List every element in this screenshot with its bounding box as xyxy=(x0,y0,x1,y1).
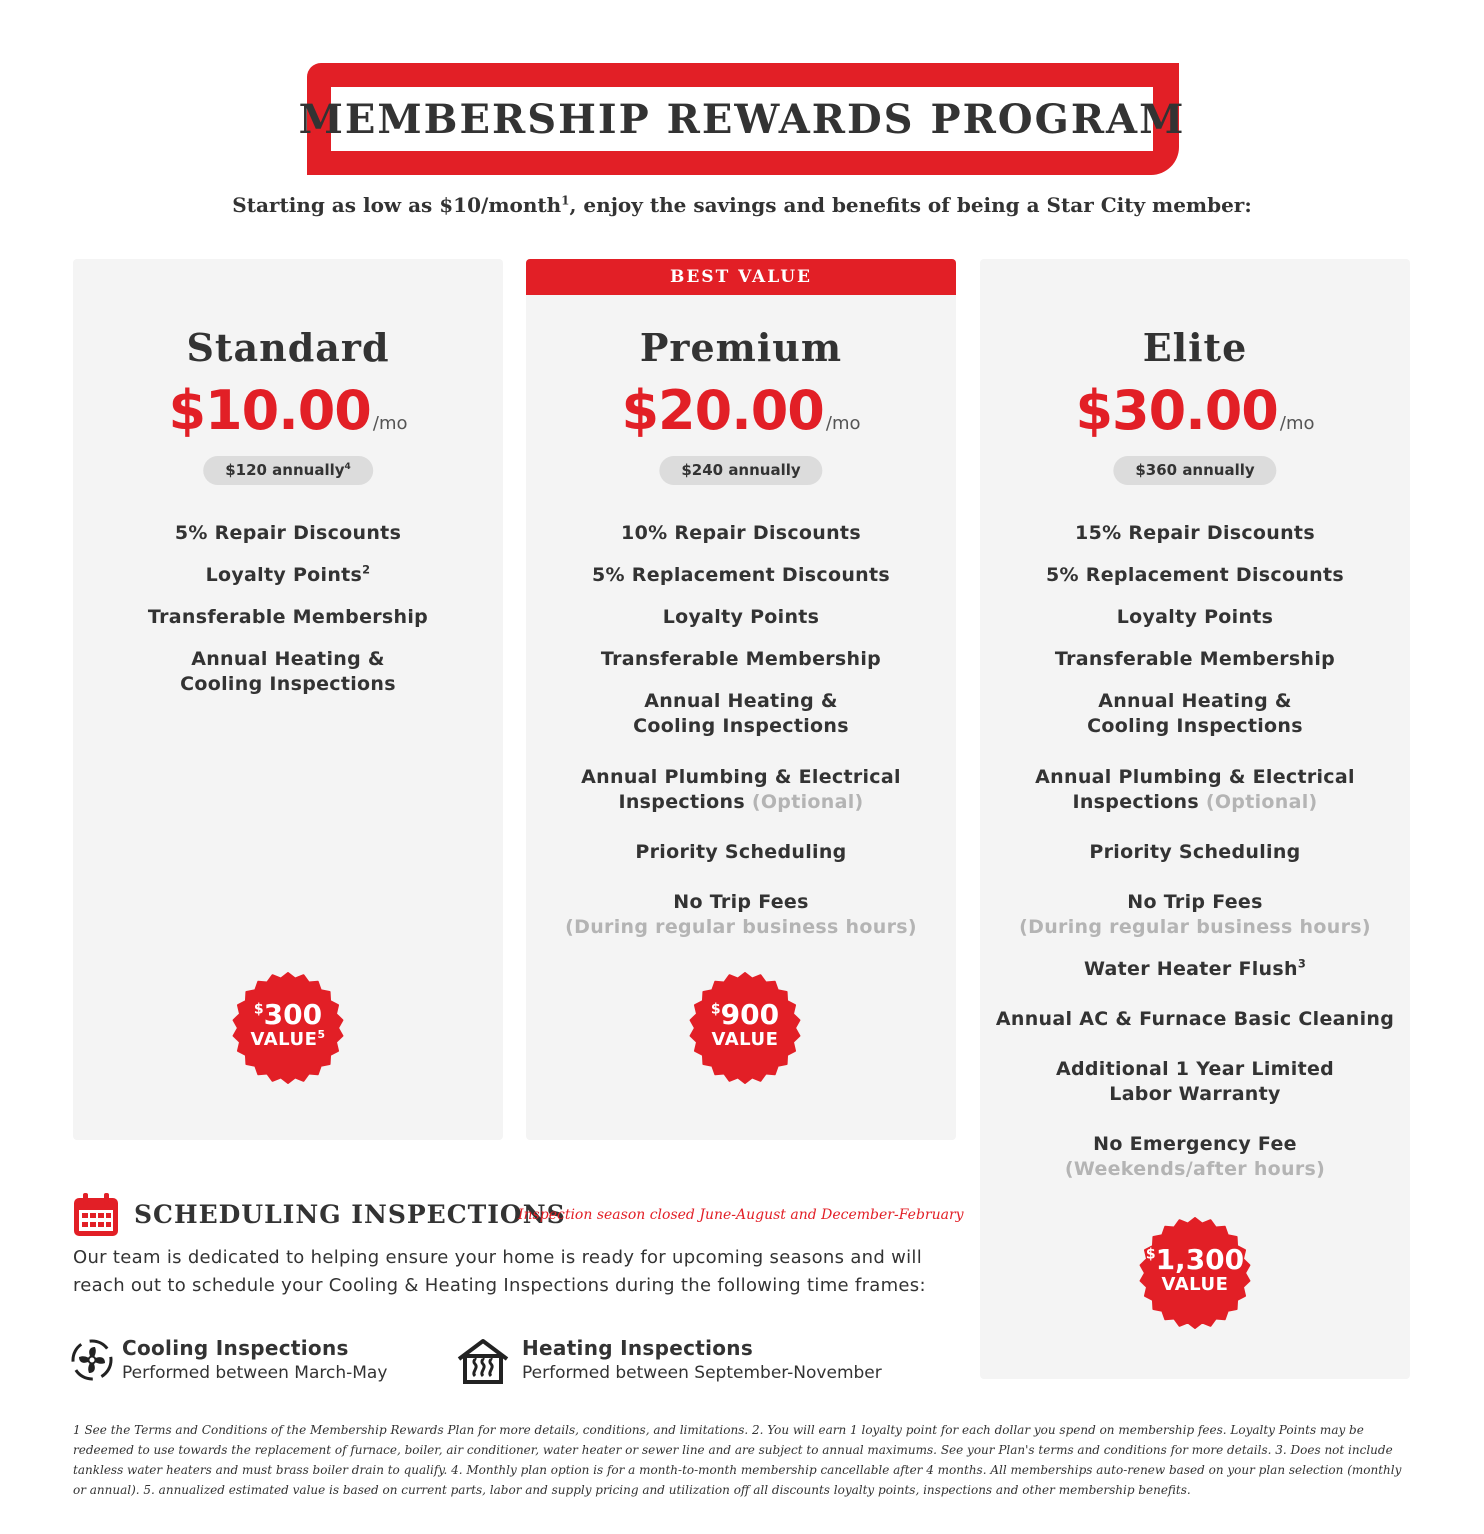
feature-item: Annual AC & Furnace Basic Cleaning xyxy=(995,1008,1395,1030)
feature-item: Loyalty Points$^2$ xyxy=(205,562,371,586)
feature-list xyxy=(73,521,503,697)
feature-item: 5% Replacement Discounts xyxy=(1046,564,1344,586)
feature-list xyxy=(526,521,956,940)
title-banner-inner xyxy=(298,87,1186,151)
scheduling-body: Our team is dedicated to helping ensure your home is ready for upcoming seasons and will reach out to schedule your Cooling & Heating Inspections during the following time frames: xyxy=(73,1247,926,1296)
cooling-inspection-title: Cooling Inspections xyxy=(122,1336,349,1360)
plan-price: $20.00 xyxy=(621,379,824,442)
fan-icon xyxy=(70,1338,114,1382)
plan-price-row xyxy=(73,379,503,442)
feature-item: Annual Heating & Cooling Inspections xyxy=(633,690,849,737)
plan-price-unit: /mo xyxy=(372,413,408,434)
calendar-icon xyxy=(73,1193,119,1237)
scheduling-title: SCHEDULING INSPECTIONS xyxy=(134,1200,566,1229)
plan-price-row xyxy=(980,379,1410,442)
feature-item: Priority Scheduling xyxy=(635,841,847,863)
feature-item: Transferable Membership xyxy=(600,648,882,670)
badge-amount: $900 xyxy=(710,998,780,1031)
badge-amount: $1,300 xyxy=(1145,1243,1245,1276)
plan-price-unit: /mo xyxy=(825,413,861,434)
value-badge xyxy=(1139,1217,1251,1329)
feature-list xyxy=(980,521,1410,1182)
house-heat-icon xyxy=(455,1338,499,1382)
feature-item: No Trip Fees (During regular business hours) xyxy=(565,891,917,938)
annual-price-pill: $240 annually xyxy=(659,456,822,485)
title-banner xyxy=(298,63,1186,175)
badge-amount: $300 xyxy=(253,998,323,1031)
plan-name: Standard xyxy=(186,325,390,370)
feature-item: Annual Heating & Cooling Inspections xyxy=(180,648,396,695)
heating-inspection-title: Heating Inspections xyxy=(522,1336,754,1360)
plan-name: Premium xyxy=(639,325,843,370)
feature-item: 15% Repair Discounts xyxy=(1075,522,1315,544)
feature-item: Annual Plumbing & Electrical Inspections (Optional) xyxy=(1035,766,1355,813)
badge-label: VALUE xyxy=(1161,1274,1229,1295)
intro-text: Starting as low as $10/month$^1$, enjoy the savings and benefits of being a Star City member: xyxy=(232,193,1252,217)
feature-item: Loyalty Points xyxy=(1116,606,1274,628)
feature-item: No Trip Fees (During regular business hours) xyxy=(1019,891,1371,938)
feature-item: Annual Heating & Cooling Inspections xyxy=(1087,690,1303,737)
value-badge xyxy=(689,972,801,1084)
plan-price: $30.00 xyxy=(1075,379,1278,442)
feature-item: Transferable Membership xyxy=(147,606,429,628)
badge-label: VALUE xyxy=(711,1029,779,1050)
feature-item: 5% Replacement Discounts xyxy=(592,564,890,586)
feature-item: 5% Repair Discounts xyxy=(174,522,402,544)
feature-item: Annual Plumbing & Electrical Inspections (Optional) xyxy=(581,766,901,813)
feature-item: Additional 1 Year Limited Labor Warranty xyxy=(1055,1058,1335,1105)
plan-name: Elite xyxy=(1142,325,1248,370)
footnote: 1 See the Terms and Conditions of the Membership Rewards Plan for more details, conditions, and limitations. 2. You will earn 1 loyalty point for each dollar you spend on membership fees. Loyalty Points may be redeemed to use towards the replacement of furnace, boiler, air conditioner, water heater or sewer line and are subject to annual maximums. See your Plan's terms and conditions for more details. 3. Does not include tankless water heaters and must brass boiler drain to qualify. 4. Monthly plan option is for a month-to-month membership cancellable after 4 months. All memberships auto-renew based on your plan selection (monthly or annual). 5. annualized estimated value is based on current parts, labor and supply pricing and utilization off all discounts loyalty points, inspections and other membership benefits. xyxy=(73,1423,1402,1497)
plan-price-unit: /mo xyxy=(1279,413,1315,434)
feature-item: Priority Scheduling xyxy=(1089,841,1301,863)
plan-card-premium xyxy=(526,259,956,1140)
cooling-inspection-period: Performed between March-May xyxy=(122,1363,388,1383)
page-title: MEMBERSHIP REWARDS PROGRAM xyxy=(298,95,1186,143)
best-value-banner: BEST VALUE xyxy=(526,259,956,295)
feature-item: Transferable Membership xyxy=(1054,648,1336,670)
annual-price-pill: $360 annually xyxy=(1113,456,1276,485)
annual-price-pill: $120 annually$^4$ xyxy=(203,456,373,485)
plan-price: $10.00 xyxy=(168,379,371,442)
badge-label: VALUE$^5$ xyxy=(250,1028,326,1050)
heating-inspection-period: Performed between September-November xyxy=(522,1363,882,1383)
feature-item: Loyalty Points xyxy=(662,606,820,628)
value-badge xyxy=(232,972,344,1084)
feature-item: No Emergency Fee (Weekends/after hours) xyxy=(1064,1133,1326,1180)
plan-price-row xyxy=(526,379,956,442)
feature-item: Water Heater Flush$^3$ xyxy=(1083,956,1307,980)
scheduling-note: Inspection season closed June-August and December-February xyxy=(518,1207,964,1223)
plan-card-elite xyxy=(980,259,1410,1379)
plan-card-standard xyxy=(73,259,503,1140)
feature-item: 10% Repair Discounts xyxy=(621,522,861,544)
